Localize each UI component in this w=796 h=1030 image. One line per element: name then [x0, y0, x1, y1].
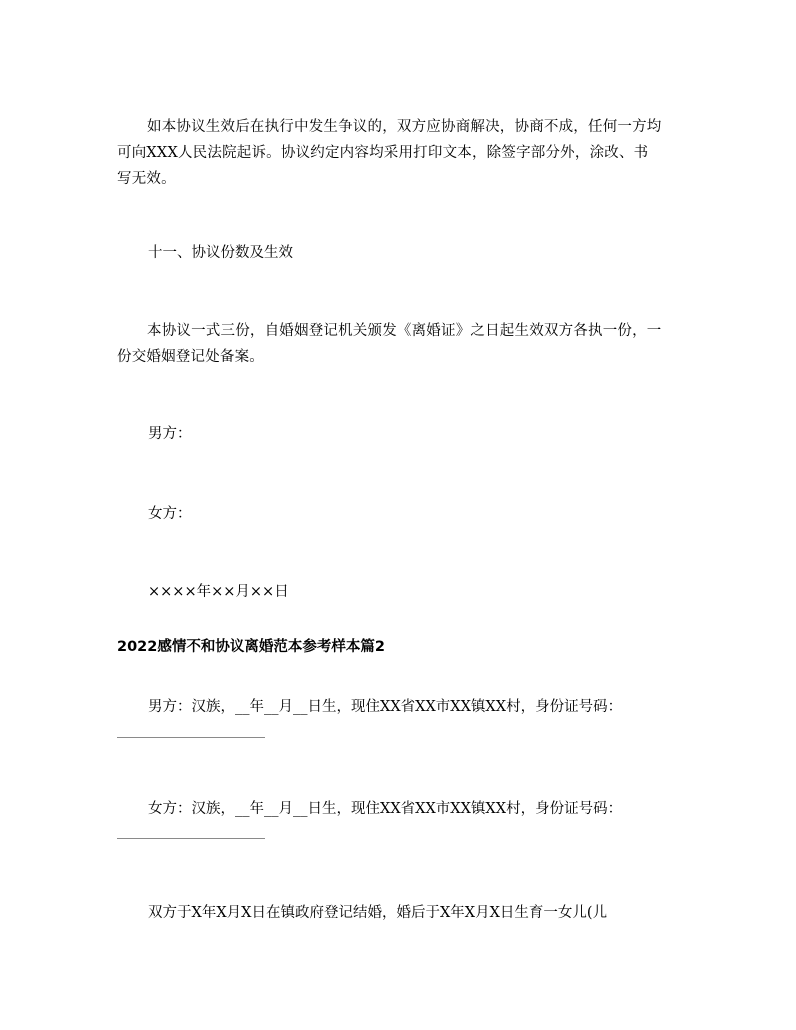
female-party-info: 女方：汉族，__年__月__日生，现住XX省XX市XX镇XX村，身份证号码：	[148, 801, 623, 817]
female-id-blank-line	[117, 838, 265, 839]
date-line: ××××年××月××日	[148, 584, 289, 600]
section-eleven-title: 十一、协议份数及生效	[148, 245, 293, 261]
male-signature-label: 男方：	[148, 426, 192, 442]
female-signature-label: 女方：	[148, 506, 192, 522]
article-heading: 2022感情不和协议离婚范本参考样本篇2	[117, 639, 385, 655]
male-id-blank-line	[117, 737, 265, 738]
marriage-info: 双方于X年X月X日在镇政府登记结婚，婚后于X年X月X日生育一女儿(儿	[148, 905, 608, 921]
paragraph-copies-effect: 本协议一式三份，自婚姻登记机关颁发《离婚证》之日起生效双方各执一份，一份交婚姻登记处备案。	[117, 323, 662, 365]
male-party-info: 男方：汉族，__年__月__日生，现住XX省XX市XX镇XX村，身份证号码：	[148, 699, 623, 715]
paragraph-dispute-resolution: 如本协议生效后在执行中发生争议的，双方应协商解决，协商不成，任何一方均可向XXX人民法院起诉。协议约定内容均采用打印文本，除签字部分外，涂改、书写无效。	[117, 119, 662, 187]
